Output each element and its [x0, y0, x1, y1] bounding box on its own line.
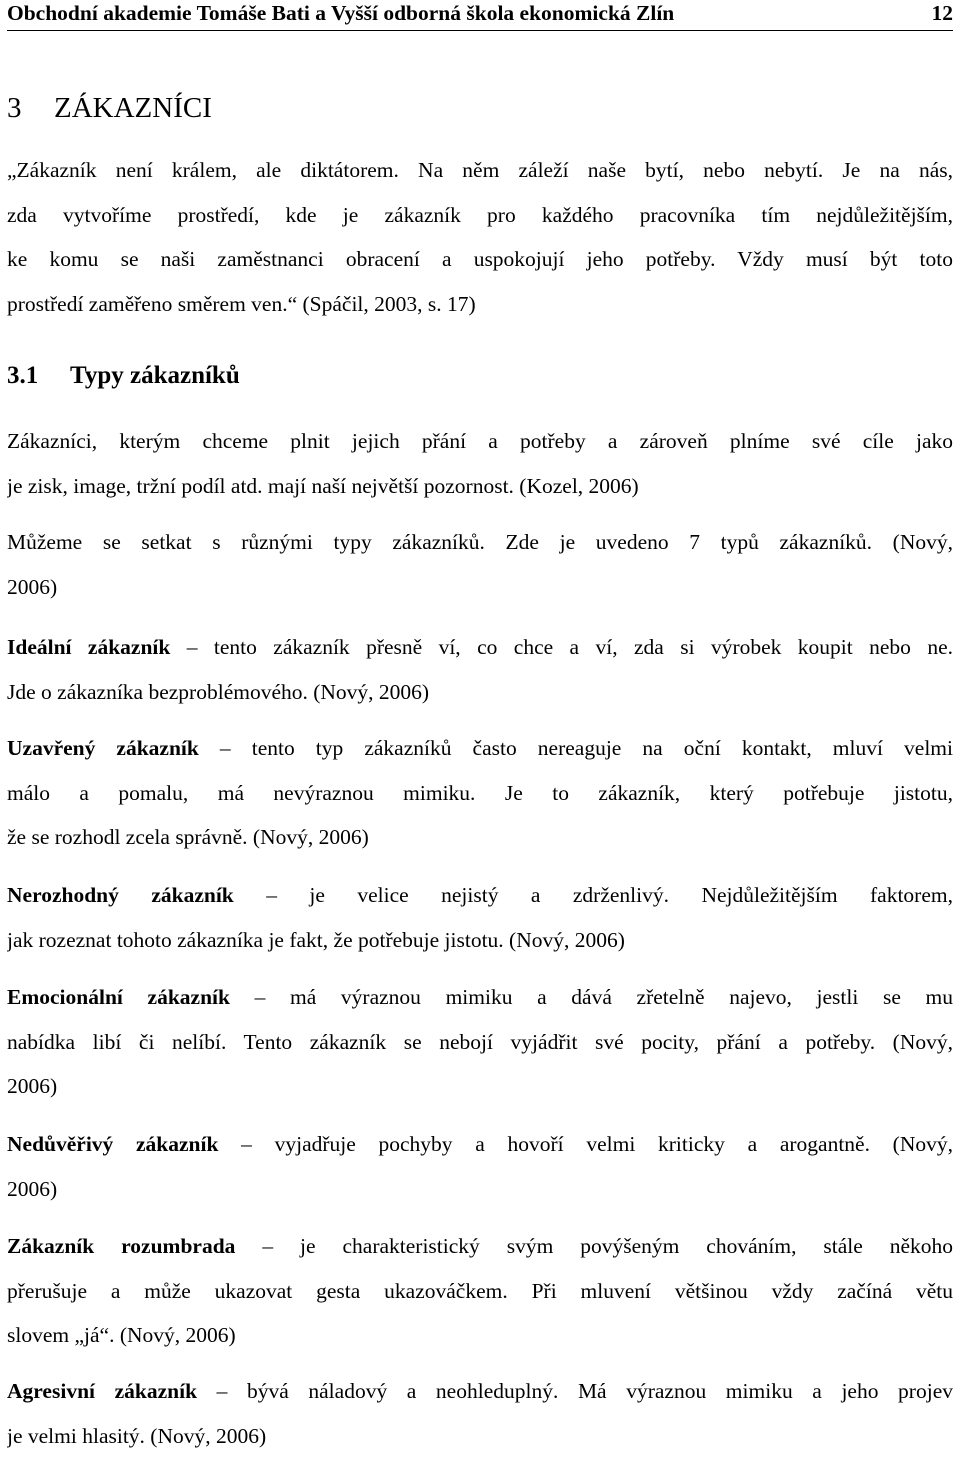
- text-line: Můžeme se setkat s různými typy zákazníků. Zde je uvedeno 7 typů zákazníků. (Nový,: [7, 530, 953, 554]
- type-term: Emocionální zákazník: [7, 985, 230, 1009]
- text-line: Zákazníci, kterým chceme plnit jejich přání a potřeby a zároveň plníme své cíle jako: [7, 429, 953, 453]
- text-line: Jde o zákazníka bezproblémového. (Nový, 2006): [7, 679, 430, 704]
- type-desc: – tento zákazník přesně ví, co chce a ví, zda si výrobek koupit nebo ne.: [170, 635, 953, 659]
- text-line: přerušuje a může ukazovat gesta ukazováčkem. Při mluvení většinou vždy začíná větu: [7, 1278, 953, 1303]
- section-heading: [7, 362, 240, 390]
- paragraph-goals: [7, 419, 953, 508]
- chapter-number: 3: [7, 92, 22, 124]
- text-line: 2006): [7, 1074, 58, 1099]
- text-line: ke komu se naši zaměstnanci obracení a uspokojují jeho potřeby. Vždy musí být toto: [7, 247, 953, 272]
- text-line: nabídka libí či nelíbí. Tento zákazník se nebojí vyjádřit své pocity, přání a potřeby. (Nový,: [7, 1029, 953, 1054]
- type-desc: – vyjadřuje pochyby a hovoří velmi kriticky a arogantně. (Nový,: [218, 1132, 953, 1156]
- type-term: Agresivní zákazník: [7, 1379, 198, 1403]
- type-closed: [7, 726, 953, 860]
- section-number: 3.1: [7, 362, 39, 389]
- chapter-title: ZÁKAZNÍCI: [54, 92, 212, 124]
- type-term: Uzavřený zákazník: [7, 736, 199, 760]
- type-aggressive: [7, 1369, 953, 1458]
- chapter-heading: [7, 92, 212, 125]
- type-knowitall: [7, 1224, 953, 1358]
- text-line: 2006): [7, 574, 58, 599]
- text-line: slovem „já“. (Nový, 2006): [7, 1323, 236, 1348]
- text-line: prostředí zaměřeno směrem ven.“ (Spáčil, 2003, s. 17): [7, 292, 476, 317]
- type-desc: – bývá náladový a neohleduplný. Má výraznou mimiku a jeho projev: [197, 1379, 953, 1403]
- text-line: 2006): [7, 1176, 58, 1201]
- paragraph-types-intro: [7, 520, 953, 609]
- text-line: je zisk, image, tržní podíl atd. mají naší největší pozornost. (Kozel, 2006): [7, 473, 639, 498]
- text-line: málo a pomalu, má nevýraznou mimiku. Je to zákazník, který potřebuje jistotu,: [7, 780, 953, 805]
- header-page-number: 12: [931, 1, 953, 25]
- header-school-name: Obchodní akademie Tomáše Bati a Vyšší odborná škola ekonomická Zlín: [7, 1, 675, 25]
- page-header: [7, 0, 953, 31]
- type-term: Nedůvěřivý zákazník: [7, 1132, 219, 1156]
- type-emotional: [7, 975, 953, 1109]
- type-desc: – je velice nejistý a zdrženlivý. Nejdůležitějším faktorem,: [233, 883, 953, 907]
- text-line: zda vytvoříme prostředí, kde je zákazník pro každého pracovníka tím nejdůležitějším,: [7, 202, 953, 227]
- type-desc: – má výraznou mimiku a dává zřetelně najevo, jestli se mu: [229, 985, 953, 1009]
- type-term: Ideální zákazník: [7, 635, 171, 659]
- type-term: Zákazník rozumbrada: [7, 1234, 236, 1258]
- type-term: Nerozhodný zákazník: [7, 883, 234, 907]
- type-indecisive: [7, 873, 953, 962]
- section-title: Typy zákazníků: [70, 362, 240, 389]
- text-line: je velmi hlasitý. (Nový, 2006): [7, 1423, 267, 1448]
- type-desc: – je charakteristický svým povýšeným chováním, stále někoho: [235, 1234, 953, 1258]
- type-desc: – tento typ zákazníků často nereaguje na oční kontakt, mluví velmi: [198, 736, 953, 760]
- type-ideal: [7, 625, 953, 714]
- text-line: že se rozhodl zcela správně. (Nový, 2006): [7, 825, 369, 850]
- text-line: jak rozeznat tohoto zákazníka je fakt, že potřebuje jistotu. (Nový, 2006): [7, 927, 625, 952]
- type-distrustful: [7, 1122, 953, 1211]
- text-line: „Zákazník není králem, ale diktátorem. Na něm záleží naše bytí, nebo nebytí. Je na nás,: [7, 158, 953, 182]
- intro-paragraph: [7, 148, 953, 327]
